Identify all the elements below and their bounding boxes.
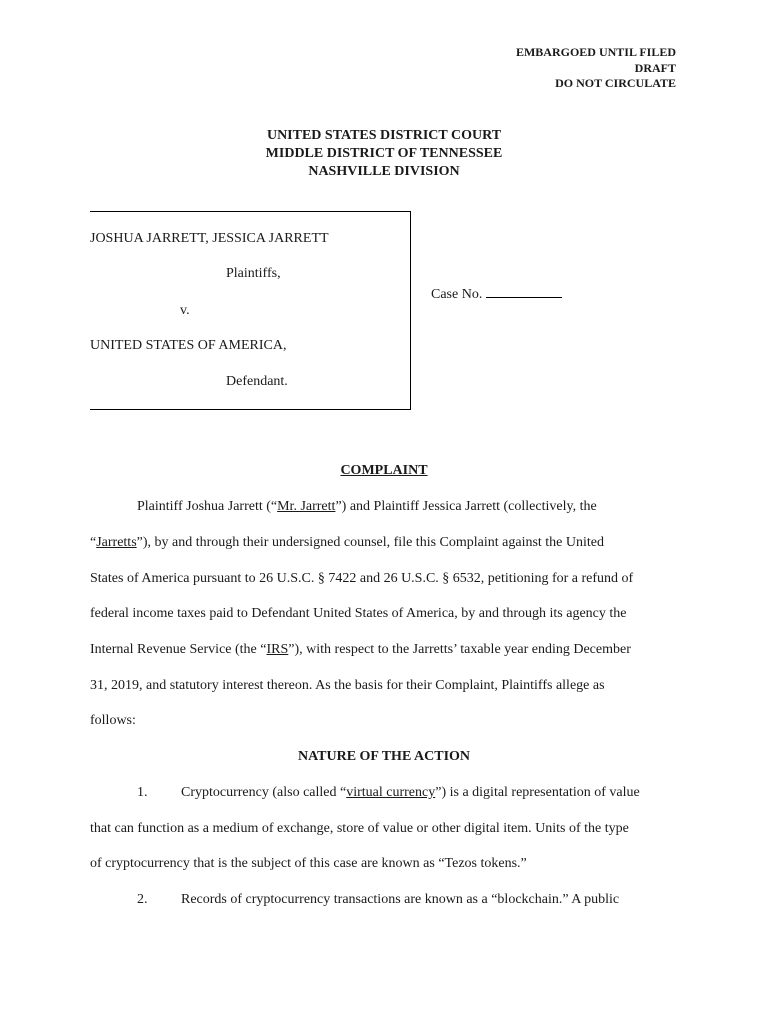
- para-2-line-1: Records of cryptocurrency transactions are known as a “blockchain.” A public: [181, 892, 620, 907]
- intro-line-5: [90, 642, 631, 658]
- text-run: Internal Revenue Service (the “: [90, 642, 267, 657]
- text-run: Plaintiff Joshua Jarrett (“: [137, 499, 278, 514]
- text-run: ”) is a digital representation of value: [435, 785, 640, 800]
- embargo-line-1: EMBARGOED UNTIL FILED: [515, 45, 676, 59]
- embargo-notice: [516, 45, 676, 92]
- case-number-label: Case No.: [431, 287, 483, 302]
- intro-line-7: follows:: [90, 713, 136, 728]
- intro-line-1: [137, 499, 597, 515]
- defined-term: Mr. Jarrett: [277, 499, 336, 514]
- complaint-title: [0, 463, 768, 479]
- embargo-line-2: DRAFT: [634, 60, 676, 75]
- intro-line-4: federal income taxes paid to Defendant United States of America, by and through its agency the: [90, 606, 627, 621]
- intro-line-2: [90, 535, 604, 551]
- case-number: [431, 284, 562, 303]
- intro-line-6: 31, 2019, and statutory interest thereon. As the basis for their Complaint, Plaintiffs allege as: [90, 678, 605, 693]
- text-run: ”), by and through their undersigned counsel, file this Complaint against the United: [136, 535, 605, 550]
- defined-term: IRS: [266, 642, 289, 657]
- text-run: ”) and Plaintiff Jessica Jarrett (collectively, the: [335, 499, 597, 514]
- defined-term: Jarretts: [96, 535, 137, 550]
- complaint-title-text: COMPLAINT: [340, 463, 428, 478]
- para-1-line-1: [181, 785, 640, 801]
- court-division: NASHVILLE DIVISION: [308, 164, 460, 179]
- para-1-line-3: of cryptocurrency that is the subject of this case are known as “Tezos tokens.”: [90, 856, 527, 871]
- versus: v.: [180, 303, 190, 318]
- text-run: Cryptocurrency (also called “: [181, 785, 347, 800]
- defendant-role: Defendant.: [226, 374, 288, 389]
- para-2-number: 2.: [137, 892, 148, 907]
- case-number-blank: [486, 284, 562, 298]
- court-district: MIDDLE DISTRICT OF TENNESSEE: [265, 146, 503, 161]
- court-name: UNITED STATES DISTRICT COURT: [266, 128, 502, 143]
- plaintiffs-role: Plaintiffs,: [226, 266, 281, 281]
- para-1-line-2: that can function as a medium of exchange, store of value or other digital item. Units of the type: [90, 821, 629, 836]
- text-run: ”), with respect to the Jarretts’ taxable year ending December: [288, 642, 631, 657]
- defined-term: virtual currency: [346, 785, 436, 800]
- nature-heading: NATURE OF THE ACTION: [297, 749, 471, 764]
- text-run: “: [90, 535, 97, 550]
- para-1-number: 1.: [137, 785, 148, 800]
- defendant-name: UNITED STATES OF AMERICA,: [90, 338, 287, 353]
- plaintiffs-names: JOSHUA JARRETT, JESSICA JARRETT: [90, 231, 329, 246]
- embargo-line-3: DO NOT CIRCULATE: [555, 76, 676, 90]
- court-heading: [0, 127, 768, 181]
- intro-line-3: States of America pursuant to 26 U.S.C. § 7422 and 26 U.S.C. § 6532, petitioning for a refund of: [90, 571, 634, 586]
